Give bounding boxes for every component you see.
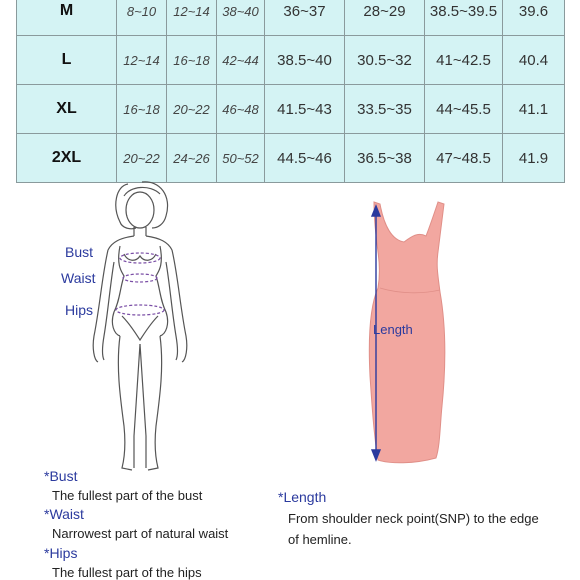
eu-size-cell: 46~48 xyxy=(217,85,265,134)
length-note-term: *Length xyxy=(278,489,327,505)
au-size-cell: 12~14 xyxy=(167,0,217,36)
au-size-cell: 16~18 xyxy=(167,36,217,85)
eu-size-cell: 42~44 xyxy=(217,36,265,85)
waist-cell: 33.5~35 xyxy=(345,85,425,134)
hips-cell: 44~45.5 xyxy=(425,85,503,134)
waist-note-desc: Narrowest part of natural waist xyxy=(52,526,229,541)
hips-cell: 41~42.5 xyxy=(425,36,503,85)
eu-size-cell: 38~40 xyxy=(217,0,265,36)
length-cell: 40.4 xyxy=(503,36,565,85)
bust-note-desc: The fullest part of the bust xyxy=(52,488,203,503)
waist-label: Waist xyxy=(61,270,96,286)
length-cell: 41.9 xyxy=(503,134,565,183)
hips-note-desc: The fullest part of the hips xyxy=(52,565,202,580)
table-row xyxy=(17,36,565,85)
body-figure-illustration xyxy=(80,176,220,476)
waist-cell: 36.5~38 xyxy=(345,134,425,183)
size-cell: XL xyxy=(17,85,117,134)
table-row xyxy=(17,85,565,134)
bust-label: Bust xyxy=(65,244,94,260)
length-note-desc-line2: of hemline. xyxy=(288,532,352,547)
size-cell: L xyxy=(17,36,117,85)
uk-size-cell: 16~18 xyxy=(117,85,167,134)
size-chart-table xyxy=(16,0,565,183)
eu-size-cell: 50~52 xyxy=(217,134,265,183)
hips-label: Hips xyxy=(65,302,94,318)
hips-note-term: *Hips xyxy=(44,545,78,561)
bust-cell: 44.5~46 xyxy=(265,134,345,183)
uk-size-cell: 12~14 xyxy=(117,36,167,85)
bust-cell: 36~37 xyxy=(265,0,345,36)
hips-cell: 38.5~39.5 xyxy=(425,0,503,36)
length-note-desc-line1: From shoulder neck point(SNP) to the edge xyxy=(288,511,539,526)
waist-note-term: *Waist xyxy=(44,506,84,522)
waist-cell: 30.5~32 xyxy=(345,36,425,85)
length-label: Length xyxy=(373,322,413,337)
bust-cell: 38.5~40 xyxy=(265,36,345,85)
table-row xyxy=(17,0,565,36)
uk-size-cell: 20~22 xyxy=(117,134,167,183)
au-size-cell: 24~26 xyxy=(167,134,217,183)
length-cell: 39.6 xyxy=(503,0,565,36)
waist-cell: 28~29 xyxy=(345,0,425,36)
length-cell: 41.1 xyxy=(503,85,565,134)
bust-cell: 41.5~43 xyxy=(265,85,345,134)
size-cell: 2XL xyxy=(17,134,117,183)
au-size-cell: 20~22 xyxy=(167,85,217,134)
bust-note-term: *Bust xyxy=(44,468,78,484)
hips-cell: 47~48.5 xyxy=(425,134,503,183)
size-cell: M xyxy=(17,0,117,36)
uk-size-cell: 8~10 xyxy=(117,0,167,36)
